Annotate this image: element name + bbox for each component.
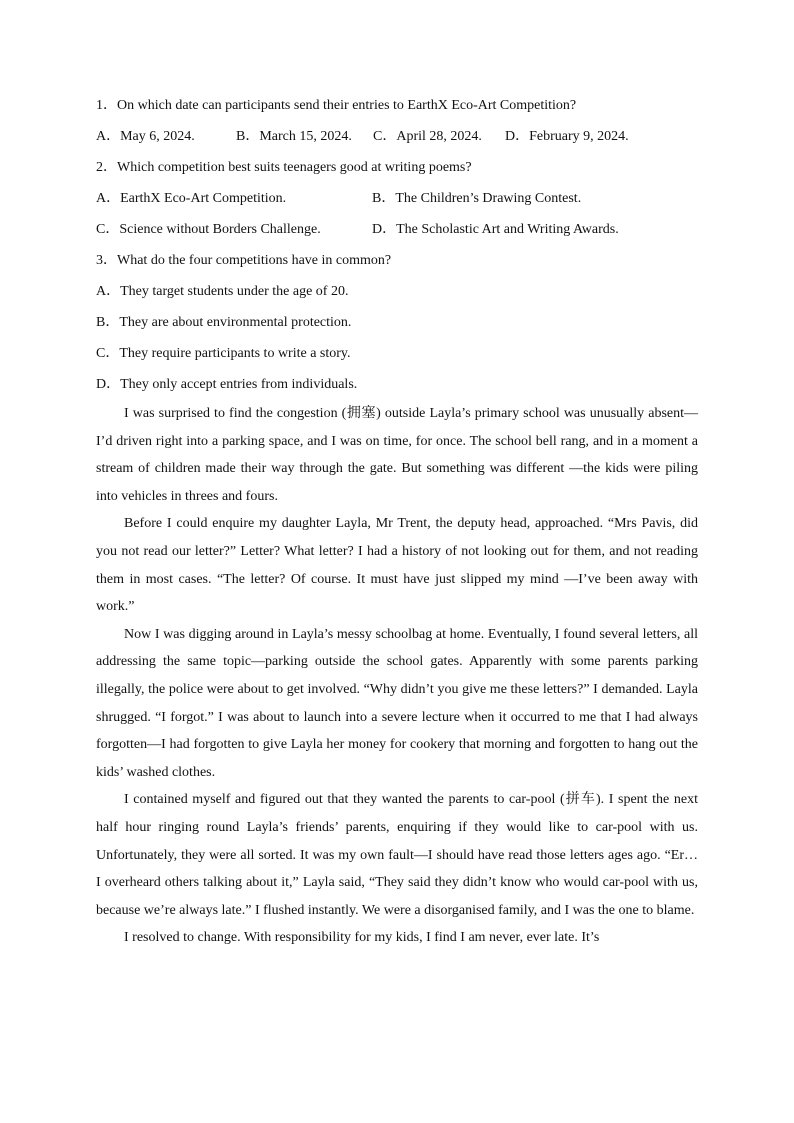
passage-paragraph-4: I contained myself and figured out that they wanted the parents to car-pool (拼车). I spent the next half hour ringing round Layla’s friends’ parents, enquiring if they would like to car-pool with us. Unfortunately, they were all sorted. It was my own fault—I should have read those letters ages ago. “Er… I overheard others talking about it,” Layla said, “They said they didn’t know who would car-pool with us, because we’re always late.” I flushed instantly. We were a disorganised family, and I was the one to blame. [96, 792, 698, 918]
question-3-stem: 3．What do the four competitions have in common? [96, 253, 392, 268]
q1-option-b: B．March 15, 2024. [236, 129, 352, 144]
question-1-stem: 1．On which date can participants send their entries to EarthX Eco-Art Competition? [96, 98, 577, 113]
passage-paragraph-5: I resolved to change. With responsibility for my kids, I find I am never, ever late. It’s [124, 930, 600, 946]
passage-paragraph-3: Now I was digging around in Layla’s messy schoolbag at home. Eventually, I found several letters, all addressing the same topic—parking outside the school gates. Apparently with some parents parking illegally, the police were about to get involved. “Why didn’t you give me these letters?” I demanded. Layla shrugged. “I forgot.” I was about to launch into a severe lecture when it occurred to me that I had always forgotten—I had forgotten to give Layla her money for cookery that morning and forgotten to hang out the kids’ washed clothes. [96, 626, 698, 780]
q3-option-d: D．They only accept entries from individuals. [96, 377, 358, 392]
q3-option-c: C．They require participants to write a story. [96, 346, 351, 361]
q2-option-d: D．The Scholastic Art and Writing Awards. [372, 222, 619, 237]
q2-option-a: A．EarthX Eco-Art Competition. [96, 191, 287, 206]
question-2-options-row-2 [96, 214, 698, 245]
q2-option-c: C．Science without Borders Challenge. [96, 222, 321, 237]
worksheet-page [96, 90, 698, 952]
q1-option-c: C．April 28, 2024. [373, 129, 482, 144]
q3-option-b: B．They are about environmental protection. [96, 315, 352, 330]
question-2-stem: 2．Which competition best suits teenagers good at writing poems? [96, 160, 472, 175]
q1-option-d: D．February 9, 2024. [505, 129, 629, 144]
passage-paragraph-2: Before I could enquire my daughter Layla, Mr Trent, the deputy head, approached. “Mrs Pavis, did you not read our letter?” Letter? What letter? I had a history of not looking out for them, and not reading them in most cases. “The letter? Of course. It must have just slipped my mind —I’ve been away with work.” [96, 516, 698, 615]
q3-option-a: A．They target students under the age of 20. [96, 284, 349, 299]
q1-option-a: A．May 6, 2024. [96, 129, 195, 144]
q2-option-b: B．The Children’s Drawing Contest. [372, 191, 582, 206]
reading-passage [96, 400, 698, 952]
question-1-options [96, 121, 698, 152]
passage-paragraph-1: I was surprised to find the congestion (拥塞) outside Layla’s primary school was unusually absent—I’d driven right into a parking space, and I was on time, for once. The school bell rang, and in a moment a stream of children made their way through the gate. But something was different —the kids were piling into vehicles in threes and fours. [96, 406, 698, 504]
question-2-options-row-1 [96, 183, 698, 214]
